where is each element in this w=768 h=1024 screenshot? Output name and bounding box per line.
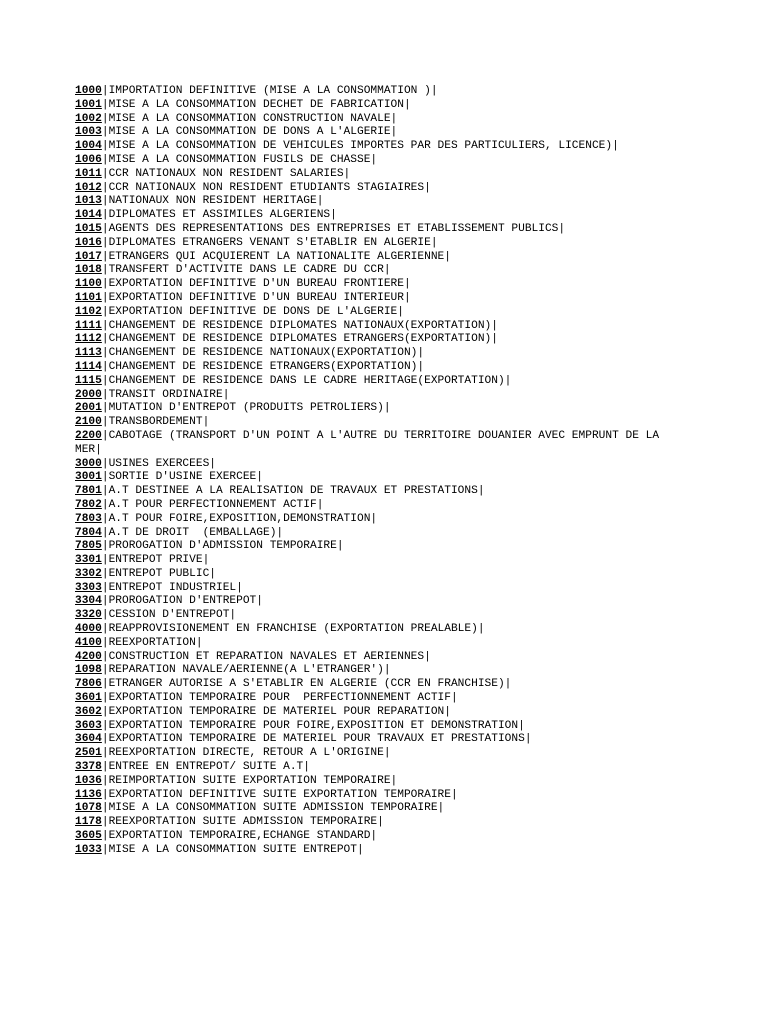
- list-item: [75, 761, 675, 775]
- regime-code: 3605: [75, 830, 102, 843]
- regime-code: 7806: [75, 678, 102, 691]
- list-item: [75, 844, 675, 858]
- regime-description: |EXPORTATION TEMPORAIRE,ECHANGE STANDARD|: [101, 830, 378, 843]
- regime-code: 1017: [75, 250, 102, 263]
- regime-description: |REPARATION NAVALE/AERIENNE(A L'ETRANGER')|: [101, 664, 391, 677]
- list-item: [75, 678, 675, 692]
- regime-description: |ETRANGERS QUI ACQUIERENT LA NATIONALITE ALGERIENNE|: [101, 250, 451, 263]
- list-item: [75, 733, 675, 747]
- list-item: [75, 720, 675, 734]
- list-item: [75, 816, 675, 830]
- regime-description: |EXPORTATION TEMPORAIRE DE MATERIEL POUR TRAVAUX ET PRESTATIONS|: [101, 733, 532, 746]
- regime-code: 1115: [75, 374, 102, 387]
- regime-description: |EXPORTATION TEMPORAIRE POUR PERFECTIONNEMENT ACTIF|: [101, 692, 458, 705]
- list-item: [75, 113, 675, 127]
- list-item: [75, 320, 675, 334]
- list-item: [75, 140, 675, 154]
- list-item: [75, 499, 675, 513]
- list-item: [75, 168, 675, 182]
- list-item: [75, 609, 675, 623]
- regime-description: |EXPORTATION TEMPORAIRE DE MATERIEL POUR REPARATION|: [101, 705, 451, 718]
- list-item: [75, 623, 675, 637]
- regime-description: |NATIONAUX NON RESIDENT HERITAGE|: [101, 195, 324, 208]
- regime-description: |EXPORTATION DEFINITIVE D'UN BUREAU FRONTIERE|: [101, 278, 411, 291]
- regime-code: 1078: [75, 802, 102, 815]
- regime-description: |ENTREPOT INDUSTRIEL|: [101, 581, 243, 594]
- list-item: [75, 375, 675, 389]
- regime-description: |A.T POUR PERFECTIONNEMENT ACTIF|: [101, 498, 324, 511]
- regime-code: 3604: [75, 733, 102, 746]
- regime-description: |MISE A LA CONSOMMATION FUSILS DE CHASSE|: [101, 153, 378, 166]
- regime-code: 3320: [75, 609, 102, 622]
- list-item: [75, 85, 675, 99]
- regime-description: |CCR NATIONAUX NON RESIDENT SALARIES|: [101, 167, 351, 180]
- regime-description: |MUTATION D'ENTREPOT (PRODUITS PETROLIERS)|: [101, 402, 391, 415]
- list-item: [75, 513, 675, 527]
- list-item: [75, 775, 675, 789]
- list-item: [75, 430, 675, 458]
- regime-code: 1018: [75, 264, 102, 277]
- list-item: [75, 692, 675, 706]
- list-item: [75, 264, 675, 278]
- regime-code: 2200: [75, 429, 102, 442]
- regime-code: 1178: [75, 816, 102, 829]
- regime-description: |EXPORTATION DEFINITIVE DE DONS DE L'ALGERIE|: [101, 305, 404, 318]
- regime-description: |CHANGEMENT DE RESIDENCE DIPLOMATES ETRANGERS(EXPORTATION)|: [101, 333, 498, 346]
- regime-code: 3000: [75, 457, 102, 470]
- list-item: [75, 568, 675, 582]
- list-item: [75, 99, 675, 113]
- regime-code: 1000: [75, 85, 102, 97]
- regime-description: |TRANSFERT D'ACTIVITE DANS LE CADRE DU CCR|: [101, 264, 391, 277]
- regime-code: 3378: [75, 761, 102, 774]
- regime-code: 1016: [75, 236, 102, 249]
- regime-code: 7804: [75, 526, 102, 539]
- regime-description: |DIPLOMATES ET ASSIMILES ALGERIENS|: [101, 209, 337, 222]
- regime-description: |CONSTRUCTION ET REPARATION NAVALES ET AERIENNES|: [101, 650, 431, 663]
- regime-description: |IMPORTATION DEFINITIVE (MISE A LA CONSOMMATION )|: [101, 85, 438, 97]
- regime-description: |USINES EXERCEES|: [101, 457, 216, 470]
- regime-description: |CHANGEMENT DE RESIDENCE NATIONAUX(EXPORTATION)|: [101, 347, 425, 360]
- regime-description: |MISE A LA CONSOMMATION DECHET DE FABRICATION|: [101, 98, 411, 111]
- regime-code-list: [75, 85, 675, 858]
- list-item: [75, 126, 675, 140]
- list-item: [75, 389, 675, 403]
- regime-code: 3602: [75, 705, 102, 718]
- regime-code: 1002: [75, 112, 102, 125]
- regime-description: |EXPORTATION TEMPORAIRE POUR FOIRE,EXPOSITION ET DEMONSTRATION|: [101, 719, 525, 732]
- regime-description: |MISE A LA CONSOMMATION DE DONS A L'ALGERIE|: [101, 126, 398, 139]
- list-item: [75, 333, 675, 347]
- regime-code: 1013: [75, 195, 102, 208]
- regime-description: |MISE A LA CONSOMMATION CONSTRUCTION NAVALE|: [101, 112, 398, 125]
- list-item: [75, 209, 675, 223]
- regime-code: 3301: [75, 554, 102, 567]
- regime-code: 3302: [75, 567, 102, 580]
- regime-description: |A.T DE DROIT (EMBALLAGE)|: [101, 526, 284, 539]
- regime-description: |A.T DESTINEE A LA REALISATION DE TRAVAUX ET PRESTATIONS|: [101, 485, 485, 498]
- regime-code: 3001: [75, 471, 102, 484]
- list-item: [75, 251, 675, 265]
- regime-description: |A.T POUR FOIRE,EXPOSITION,DEMONSTRATION|: [101, 512, 378, 525]
- list-item: [75, 182, 675, 196]
- list-item: [75, 306, 675, 320]
- list-item: [75, 595, 675, 609]
- regime-description: |CABOTAGE (TRANSPORT D'UN POINT A L'AUTRE DU TERRITOIRE DOUANIER AVEC EMPRUNT DE LA MER|: [75, 429, 666, 456]
- regime-description: |TRANSBORDEMENT|: [101, 416, 210, 429]
- regime-code: 7802: [75, 498, 102, 511]
- regime-description: |REIMPORTATION SUITE EXPORTATION TEMPORAIRE|: [101, 774, 398, 787]
- list-item: [75, 664, 675, 678]
- regime-code: 3601: [75, 692, 102, 705]
- list-item: [75, 527, 675, 541]
- regime-description: |ENTREPOT PUBLIC|: [101, 567, 216, 580]
- regime-description: |ENTREE EN ENTREPOT/ SUITE A.T|: [101, 761, 310, 774]
- list-item: [75, 789, 675, 803]
- regime-code: 4000: [75, 623, 102, 636]
- list-item: [75, 747, 675, 761]
- regime-code: 7805: [75, 540, 102, 553]
- regime-code: 2000: [75, 388, 102, 401]
- regime-description: |PROROGATION D'ENTREPOT|: [101, 595, 263, 608]
- list-item: [75, 361, 675, 375]
- regime-code: 1112: [75, 333, 102, 346]
- regime-code: 2001: [75, 402, 102, 415]
- regime-code: 1113: [75, 347, 102, 360]
- regime-description: |REEXPORTATION|: [101, 636, 203, 649]
- regime-code: 1012: [75, 181, 102, 194]
- list-item: [75, 540, 675, 554]
- regime-description: |REEXPORTATION DIRECTE, RETOUR A L'ORIGINE|: [101, 747, 391, 760]
- list-item: [75, 223, 675, 237]
- regime-description: |REEXPORTATION SUITE ADMISSION TEMPORAIRE|: [101, 816, 384, 829]
- regime-description: |CCR NATIONAUX NON RESIDENT ETUDIANTS STAGIAIRES|: [101, 181, 431, 194]
- list-item: [75, 651, 675, 665]
- list-item: [75, 292, 675, 306]
- list-item: [75, 402, 675, 416]
- regime-code: 1004: [75, 140, 102, 153]
- list-item: [75, 471, 675, 485]
- list-item: [75, 830, 675, 844]
- list-item: [75, 802, 675, 816]
- regime-code: 1014: [75, 209, 102, 222]
- list-item: [75, 416, 675, 430]
- regime-description: |EXPORTATION DEFINITIVE D'UN BUREAU INTERIEUR|: [101, 291, 411, 304]
- regime-code: 1101: [75, 291, 102, 304]
- regime-description: |SORTIE D'USINE EXERCEE|: [101, 471, 263, 484]
- regime-code: 1100: [75, 278, 102, 291]
- list-item: [75, 154, 675, 168]
- list-item: [75, 637, 675, 651]
- regime-description: |AGENTS DES REPRESENTATIONS DES ENTREPRISES ET ETABLISSEMENT PUBLICS|: [101, 222, 566, 235]
- regime-description: |CHANGEMENT DE RESIDENCE DANS LE CADRE HERITAGE(EXPORTATION)|: [101, 374, 512, 387]
- regime-description: |EXPORTATION DEFINITIVE SUITE EXPORTATION TEMPORAIRE|: [101, 788, 458, 801]
- regime-code: 1015: [75, 222, 102, 235]
- regime-description: |MISE A LA CONSOMMATION SUITE ADMISSION TEMPORAIRE|: [101, 802, 445, 815]
- list-item: [75, 278, 675, 292]
- regime-code: 1006: [75, 153, 102, 166]
- regime-code: 2501: [75, 747, 102, 760]
- list-item: [75, 458, 675, 472]
- regime-description: |ENTREPOT PRIVE|: [101, 554, 210, 567]
- list-item: [75, 554, 675, 568]
- regime-code: 7803: [75, 512, 102, 525]
- list-item: [75, 582, 675, 596]
- list-item: [75, 195, 675, 209]
- regime-code: 1111: [75, 319, 102, 332]
- regime-code: 1114: [75, 360, 102, 373]
- regime-code: 7801: [75, 485, 102, 498]
- regime-code: 1003: [75, 126, 102, 139]
- regime-code: 1098: [75, 664, 102, 677]
- regime-description: |PROROGATION D'ADMISSION TEMPORAIRE|: [101, 540, 344, 553]
- regime-code: 1001: [75, 98, 102, 111]
- list-item: [75, 485, 675, 499]
- regime-code: 2100: [75, 416, 102, 429]
- regime-description: |MISE A LA CONSOMMATION DE VEHICULES IMPORTES PAR DES PARTICULIERS, LICENCE)|: [101, 140, 619, 153]
- regime-code: 1036: [75, 774, 102, 787]
- regime-description: |DIPLOMATES ETRANGERS VENANT S'ETABLIR EN ALGERIE|: [101, 236, 438, 249]
- regime-code: 3603: [75, 719, 102, 732]
- regime-code: 3304: [75, 595, 102, 608]
- regime-description: |MISE A LA CONSOMMATION SUITE ENTREPOT|: [101, 843, 364, 856]
- regime-code: 4100: [75, 636, 102, 649]
- regime-description: |TRANSIT ORDINAIRE|: [101, 388, 230, 401]
- regime-code: 1102: [75, 305, 102, 318]
- regime-description: |ETRANGER AUTORISE A S'ETABLIR EN ALGERIE (CCR EN FRANCHISE)|: [101, 678, 512, 691]
- regime-description: |CESSION D'ENTREPOT|: [101, 609, 237, 622]
- regime-code: 3303: [75, 581, 102, 594]
- list-item: [75, 706, 675, 720]
- regime-code: 1033: [75, 843, 102, 856]
- list-item: [75, 347, 675, 361]
- list-item: [75, 237, 675, 251]
- regime-description: |REAPPROVISIONEMENT EN FRANCHISE (EXPORTATION PREALABLE)|: [101, 623, 485, 636]
- regime-code: 1136: [75, 788, 102, 801]
- regime-code: 4200: [75, 650, 102, 663]
- regime-description: |CHANGEMENT DE RESIDENCE DIPLOMATES NATIONAUX(EXPORTATION)|: [101, 319, 498, 332]
- regime-code: 1011: [75, 167, 102, 180]
- regime-description: |CHANGEMENT DE RESIDENCE ETRANGERS(EXPORTATION)|: [101, 360, 425, 373]
